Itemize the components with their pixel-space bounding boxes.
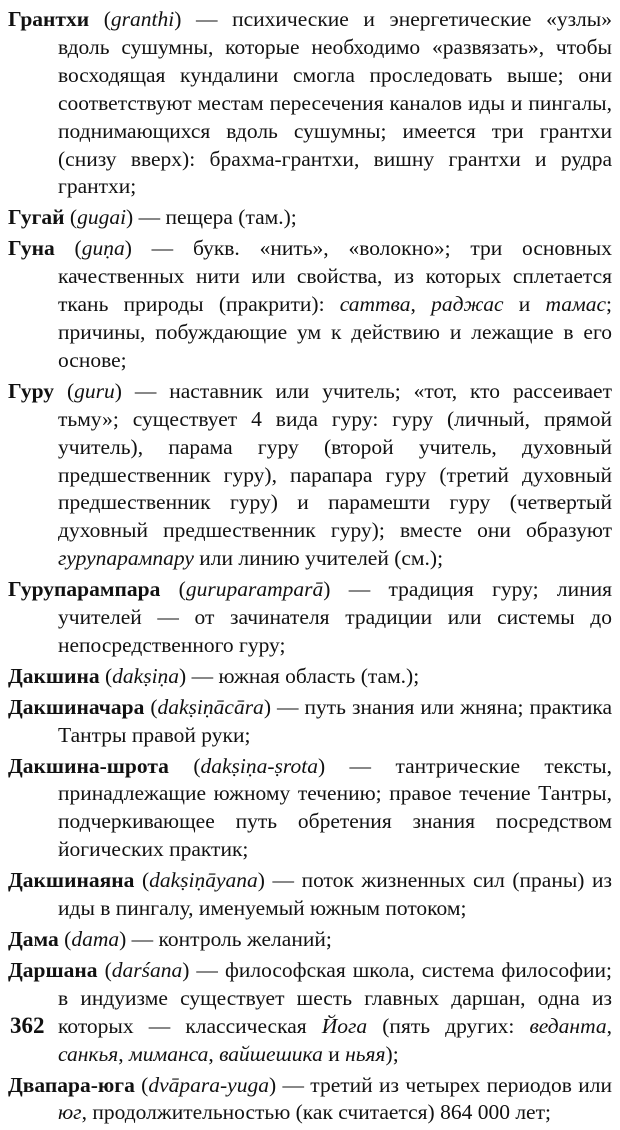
entry-definition: и [322, 1041, 346, 1066]
entry-definition: , [208, 1041, 220, 1066]
entry-transliteration: gugai [77, 205, 127, 230]
emphasis-term: гурупарампару [58, 546, 194, 571]
emphasis-term: миманса [129, 1041, 209, 1066]
entry-transliteration: dama [71, 927, 120, 951]
entry-term: Грантхи [8, 7, 90, 31]
emphasis-term: веданта [529, 1013, 607, 1038]
entry-definition: (пять других: [367, 1013, 530, 1038]
entry-dakshinayana: Дакшинаяна (dakṣiṇāyana) — поток жизненных сил (праны) из иды в пингалу, именуемый южным потоком; [8, 868, 612, 921]
entry-definition: — традиция гуру; линия учителей — от зачинателя традиции или системы до непосредственного гуру; [58, 577, 612, 657]
entry-term: Гугай [8, 205, 65, 230]
entry-transliteration: dvāpara-yuga [148, 1072, 269, 1097]
entry-definition: — южная область (там.); [186, 663, 420, 688]
glossary-entries [8, 6, 612, 1130]
entry-term: Дакшина [8, 663, 100, 688]
entry-transliteration: dakṣiṇa-ṣrota [200, 753, 318, 778]
entry-definition: — третий из четырех периодов или [276, 1072, 612, 1097]
entry-definition: или линию учителей (см.); [193, 546, 444, 571]
entry-darshana: Даршана (darśana) — философская школа, система философии; в индуизме существует шесть главных даршан, одна из которых — классическая Йога (пять других: веданта, санкья, миманса, вайшешика и ньяя); [8, 957, 612, 1066]
entry-dakshinachara: Дакшиначара (dakṣiṇācāra) — путь знания или жняна; практика Тантры правой руки; [8, 694, 613, 747]
entry-definition: — наставник или учитель; «тот, кто рассеивает тьму»; существует 4 вида гуру: гуру (личный, прямой учитель), парама гуру (второй учитель, духовный предшественник гуру), парапара гуру (третий духовный предшественник гуру) и парамешти гуру (четвертый духовный предшественник гуру); вместе они образуют [58, 378, 612, 543]
emphasis-term: тамас [545, 292, 607, 317]
entry-dakshina-shrota: Дакшина-шрота (dakṣiṇa-ṣrota) — тантрические тексты, принадлежащие южному течению; правое течение Тантры, подчеркивающее путь обретения знания посредством йогических практик; [8, 753, 612, 862]
entry-transliteration: guṇa [81, 236, 125, 261]
entry-dvapara-yuga: Двапара-юга (dvāpara-yuga) — третий из четырех периодов или юг, продолжительностью (как считается) 864 000 лет; [8, 1072, 612, 1125]
entry-definition: — контроль желаний; [126, 927, 332, 951]
entry-transliteration: dakṣiṇācāra [157, 694, 264, 719]
emphasis-term: раджас [431, 292, 504, 317]
entry-definition: — поток жизненных сил (праны) из иды в пингалу, именуемый южным потоком; [58, 868, 612, 921]
entry-definition: , [410, 292, 432, 317]
entry-term: Гуна [8, 236, 55, 261]
entry-guna: Гуна (guṇa) — букв. «нить», «волокно»; три основных качественных нити или свойства, из которых сплетается ткань природы (пракрити): саттва, раджас и тамас; причины, побуждающие ум к действию и лежащие в его основе; [8, 236, 613, 372]
emphasis-term: санкья [58, 1041, 119, 1066]
entry-definition: ); [385, 1041, 399, 1066]
entry-definition: ; причины, побуждающие ум к действию и лежащие в его основе; [58, 292, 613, 372]
entry-transliteration: guru [74, 378, 115, 403]
entry-transliteration: darśana [111, 957, 183, 982]
entry-term: Дакшиначара [8, 694, 145, 719]
entry-definition: и [503, 292, 546, 317]
emphasis-term: Йога [321, 1013, 368, 1038]
entry-definition: — тантрические тексты, принадлежащие южному течению; правое течение Тантры, подчеркивающее путь обретения знания посредством йогических практик; [58, 753, 612, 862]
emphasis-term: вайшешика [219, 1041, 323, 1066]
entry-definition: — философская школа, система философии; в индуизме существует шесть главных даршан, одна из которых — классическая [58, 957, 612, 1038]
entry-term: Дакшина-шрота [8, 753, 169, 778]
entry-term: Двапара-юга [8, 1072, 135, 1097]
entry-transliteration: dakṣiṇa [112, 663, 180, 688]
entry-guru: Гуру (guru) — наставник или учитель; «тот, кто рассеивает тьму»; существует 4 вида гуру: гуру (личный, прямой учитель), парама гуру (второй учитель, духовный предшественник гуру), парапара гуру (третий духовный предшественник гуру) и парамешти гуру (четвертый духовный предшественник гуру); вместе они образуют гурупарампару или линию учителей (см.); [8, 378, 612, 571]
entry-transliteration: granthi [110, 7, 175, 31]
emphasis-term: юг [58, 1100, 82, 1125]
entry-transliteration: guruparamparā [185, 577, 324, 602]
entry-guruparampara: Гурупарампара (guruparamparā) — традиция гуру; линия учителей — от зачинателя традиции или системы до непосредственного гуру; [8, 577, 612, 657]
page-number: 362 [10, 1013, 45, 1038]
entry-granthi: Грантхи (granthi) — психические и энергетические «узлы» вдоль сушумны, которые необходимо «развязать», чтобы восходящая кундалини смогла проследовать выше; они соответствуют местам пересечения каналов иды и пингалы, поднимающихся вдоль сушумны; имеется три грантхи (снизу вверх): брахма-грантхи, вишну грантхи и рудра грантхи; [8, 7, 612, 199]
entry-term: Дама [8, 927, 59, 951]
entry-definition: — путь знания или жняна; практика Тантры правой руки; [58, 694, 613, 747]
emphasis-term: саттва [339, 292, 411, 317]
entry-term: Даршана [8, 957, 98, 982]
entry-definition: — психические и энергетические «узлы» вдоль сушумны, которые необходимо «развязать», чтобы восходящая кундалини смогла проследовать выше; они соответствуют местам пересечения каналов иды и пингалы, поднимающихся вдоль сушумны; имеется три грантхи (снизу вверх): брахма-грантхи, вишну грантхи и рудра грантхи; [58, 7, 612, 199]
entry-term: Гуру [8, 378, 55, 403]
entry-dakshina: Дакшина (dakṣiṇa) — южная область (там.); [8, 663, 420, 688]
entry-term: Дакшинаяна [8, 868, 135, 893]
entry-definition: , продолжительностью (как считается) 864 000 лет; [81, 1100, 551, 1125]
emphasis-term: ньяя [345, 1041, 386, 1066]
entry-term: Гурупарампара [8, 577, 161, 602]
entry-definition: , [606, 1013, 612, 1038]
entry-definition: — букв. «нить», «волокно»; три основных качественных нити или свойства, из которых сплетается ткань природы (пракрити): [58, 236, 612, 317]
entry-gugai: Гугай (gugai) — пещера (там.); [8, 205, 297, 230]
entry-dama: Дама (dama) — контроль желаний; [8, 927, 332, 951]
entry-definition: , [118, 1041, 129, 1066]
entry-definition: — пещера (там.); [133, 205, 297, 230]
entry-transliteration: dakṣiṇāyana [149, 868, 258, 893]
